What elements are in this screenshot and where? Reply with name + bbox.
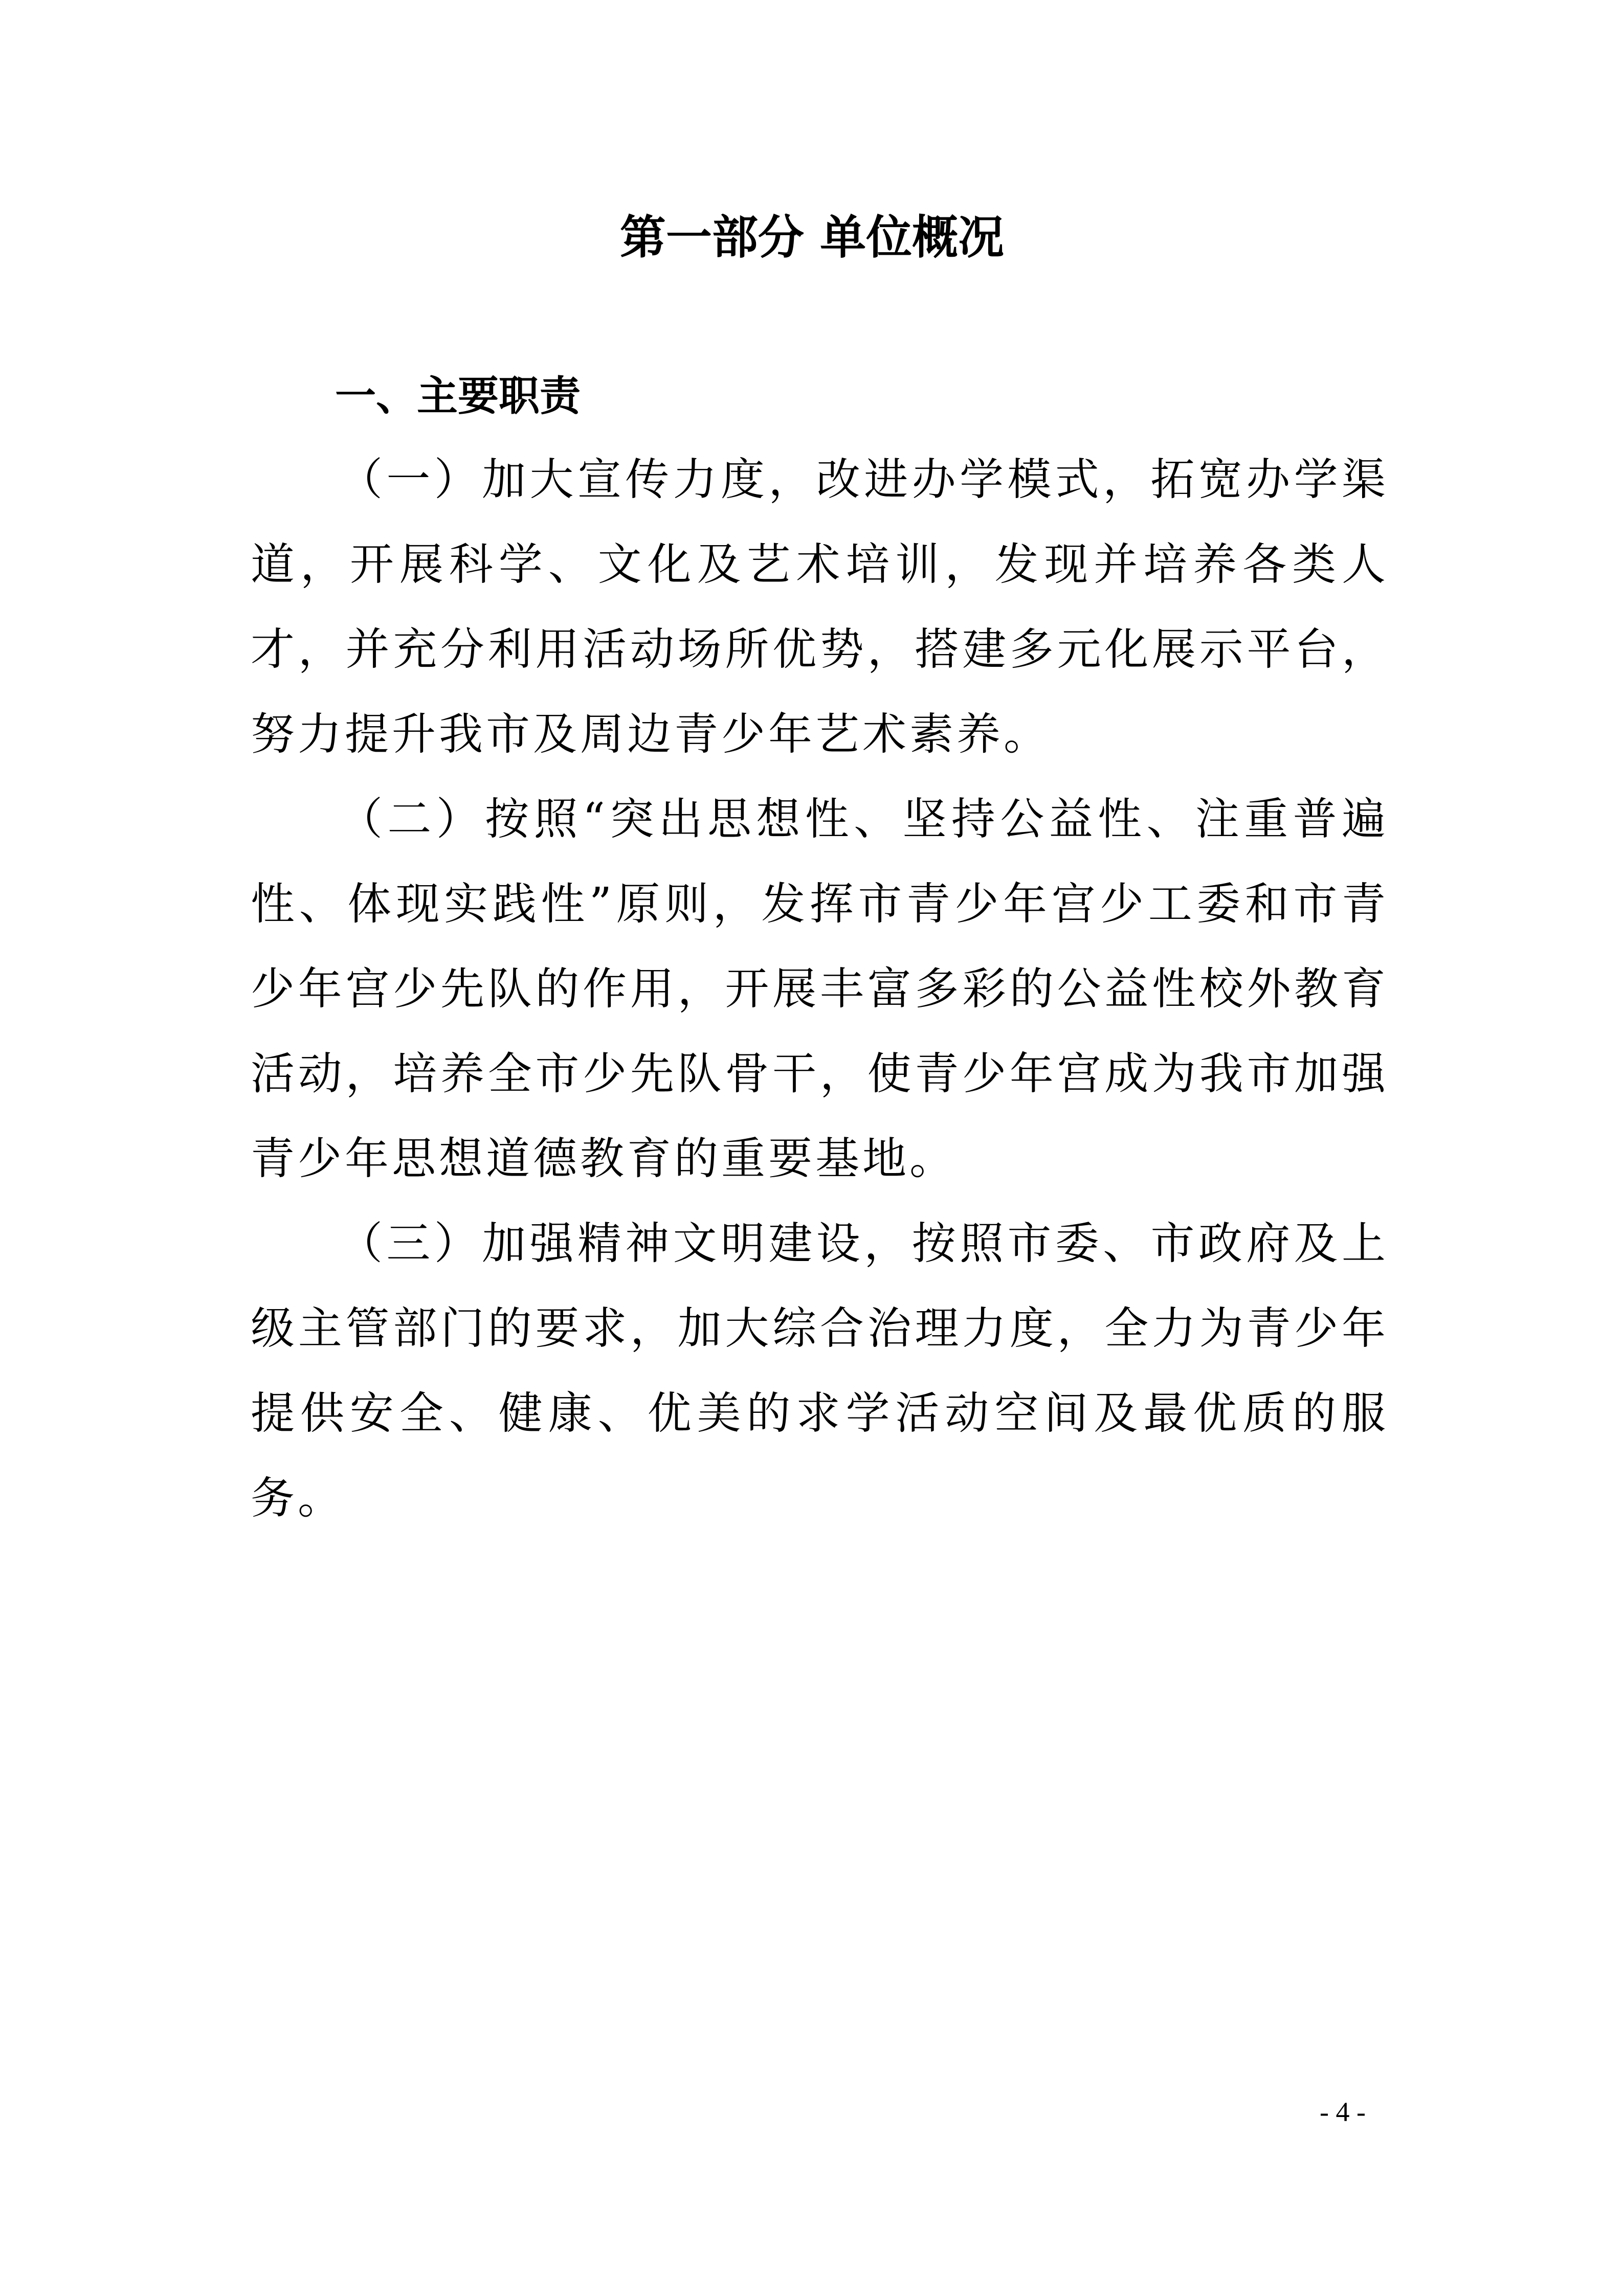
paragraph-1: （一）加大宣传力度，改进办学模式，拓宽办学渠道，开展科学、文化及艺术培训，发现并培养各类人才，并充分利用活动场所优势，搭建多元化展示平台，努力提升我市及周边青少年艺术素养。 — [251, 454, 1389, 760]
paragraph-3: （三）加强精神文明建设，按照市委、市政府及上级主管部门的要求，加大综合治理力度，全力为青少年提供安全、健康、优美的求学活动空间及最优质的服务。 — [251, 1218, 1389, 1524]
paragraph-2: （二）按照“突出思想性、坚持公益性、注重普遍性、体现实践性”原则，发挥市青少年宫少工委和市青少年宫少先队的作用，开展丰富多彩的公益性校外教育活动，培养全市少先队骨干，使青少年宫成为我市加强青少年思想道德教育的重要基地。 — [251, 794, 1389, 1184]
section-heading: 一、主要职责 — [335, 372, 581, 420]
page-number: - 4 - — [1320, 2097, 1366, 2127]
page-title: 第一部分 单位概况 — [619, 211, 1005, 264]
body-text — [251, 437, 1389, 1541]
